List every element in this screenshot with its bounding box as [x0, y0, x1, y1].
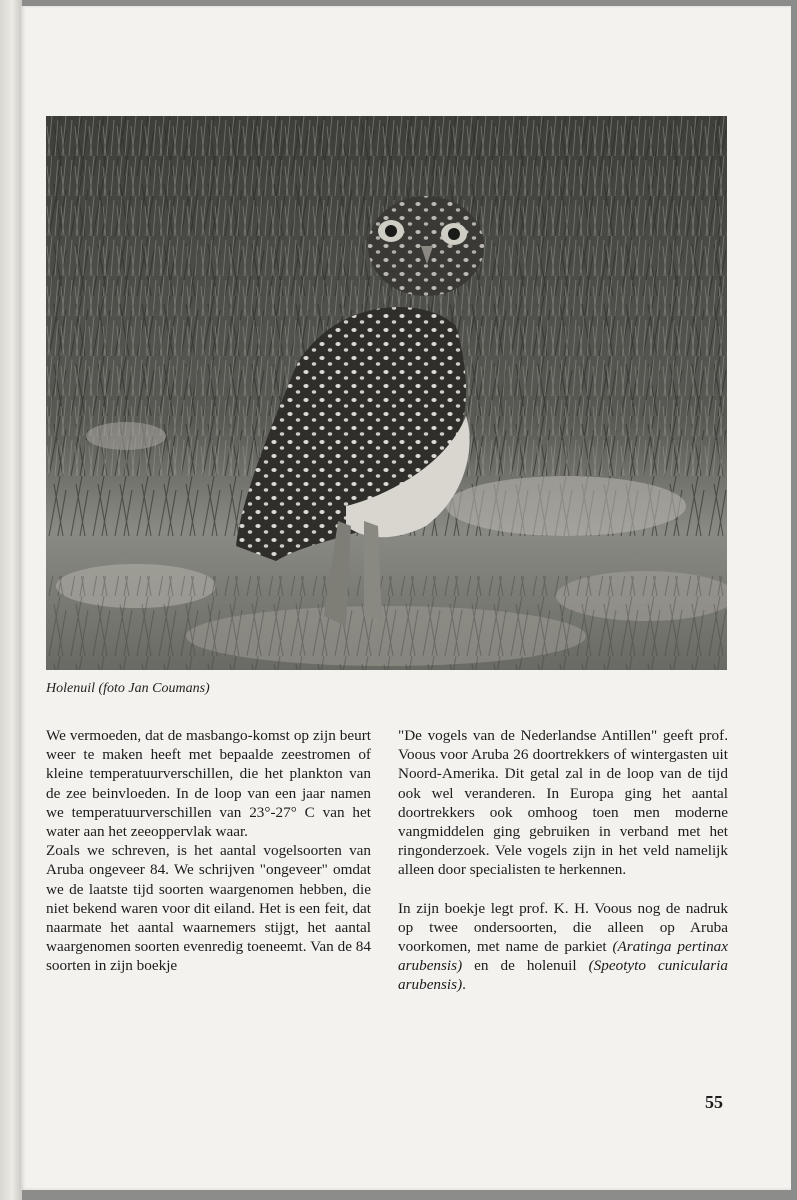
book-page: [21, 6, 791, 1190]
paragraph-end: .: [462, 976, 466, 994]
paragraph-intro: In zijn boekje legt prof. K. H. Voous nog de nadruk op twee ondersoorten, die alleen op Aruba voorkomen, met name de parkiet: [398, 899, 728, 956]
species-name-owl: (Speotyto cunicularia arubensis): [398, 957, 728, 994]
text-column-right: [398, 726, 728, 995]
species-name-parakeet: (Aratinga pertinax arubensis): [398, 938, 729, 975]
page-number: 55: [705, 1092, 723, 1112]
facing-page-edge: [0, 0, 22, 1200]
paragraph-gap: [398, 880, 728, 899]
owl-photograph: [46, 116, 727, 670]
text-column-left: [46, 726, 371, 976]
paragraph: [398, 899, 728, 995]
paragraph: Zoals we schreven, is het aantal vogelsoorten van Aruba ongeveer 84. We schrijven "ongeveer" omdat we de laatste tijd soorten waargenomen hebben, die niet bekend waren voor dit eiland. Het is een feit, dat naarmate het aantal waarnemers stijgt, het aantal waargenomen soorten evenredig toeneemt. Van de 84 soorten in zijn boekje: [46, 842, 371, 975]
paragraph-middle: en de holenuil: [462, 957, 589, 975]
burrowing-owl-image: [46, 116, 727, 670]
paragraph: We vermoeden, dat de masbango-komst op zijn beurt weer te maken heeft met bepaalde zeestromen of kleine temperatuurverschillen, die het plankton van de zee beinvloeden. In de loop van een jaar namen we temperatuurverschillen van 23°-27° C van het water aan het zeeoppervlak waar.: [46, 727, 371, 841]
paragraph: "De vogels van de Nederlandse Antillen" geeft prof. Voous voor Aruba 26 doortrekkers of wintergasten uit Noord-Amerika. Dit getal zal in de loop van de tijd ook wel veranderen. In Europa ging het aantal doortrekkers ook omhoog toen men moderne vangmiddelen ging gebruiken in verband met het ringonderzoek. Vele vogels zijn in het veld namelijk alleen door specialisten te herkennen.: [398, 727, 728, 879]
photo-caption: Holenuil (foto Jan Coumans): [46, 681, 210, 696]
